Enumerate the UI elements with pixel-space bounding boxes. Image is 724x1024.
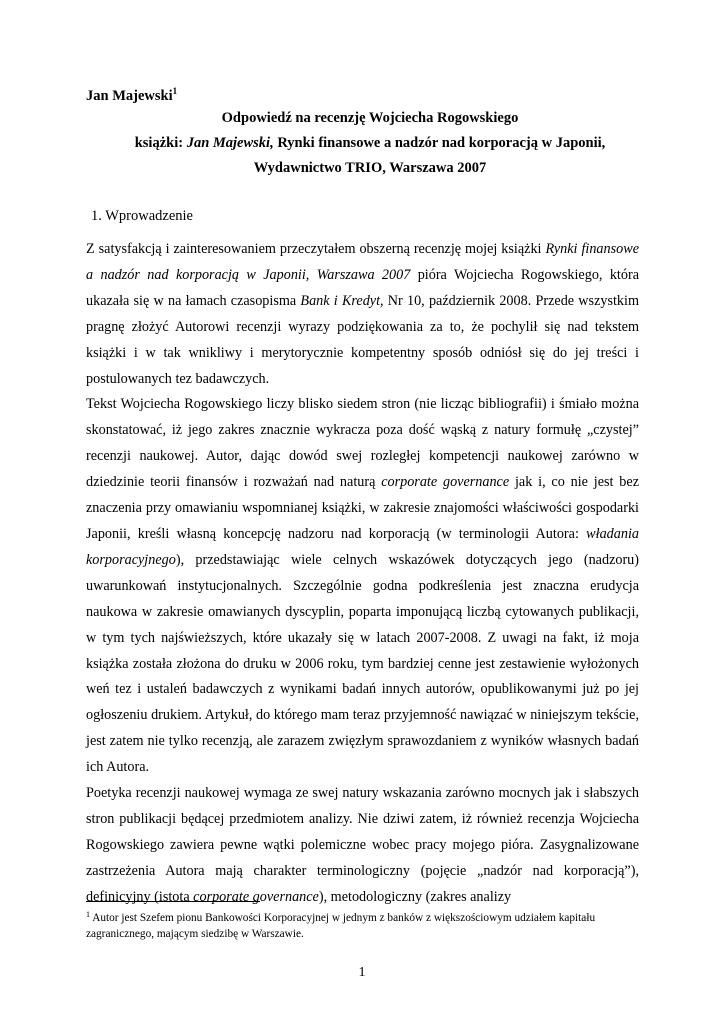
p2-term-wladanie: władania korporacyjnego: [86, 525, 639, 568]
footnote-reference: 1: [172, 86, 178, 96]
p1-text-a: Z satysfakcją i zainteresowaniem przeczytałem obszerną recenzję mojej książki: [86, 241, 546, 257]
body-text: [86, 237, 639, 911]
author-text: Jan Majewski: [86, 88, 173, 104]
paragraph-2: [86, 392, 639, 781]
title-line-3: Wydawnictwo TRIO, Warszawa 2007: [253, 160, 487, 176]
paragraph-1: [86, 237, 639, 392]
p2-term-corporate-governance: corporate governance: [381, 474, 510, 491]
p3-text-c: ), metodologiczny (zakres analizy: [318, 888, 512, 905]
paragraph-3: [86, 781, 639, 911]
footnote-separator: [86, 901, 260, 902]
title-line-1: Odpowiedź na recenzję Wojciecha Rogowskiego: [221, 110, 519, 126]
p1-text-e: Nr 10, październik 2008. Przede wszystkim pragnę złożyć Autorowi recenzji wyrazy podziękowania za to, że pochylił się nad tekstem książki i w tak wnikliwy i merytorycznie kompetentny sposób odniósł się do jej treści i postulowanych tez badawczych.: [86, 292, 639, 387]
footnote-marker: 1: [86, 910, 90, 919]
author-name: [86, 86, 177, 105]
p2-text-e: ), przedstawiając wiele celnych wskazówek dotyczących jego (nadzoru) uwarunkowań instytucjonalnych. Szczególnie godna podkreślenia jest znaczna erudycja naukowa w zakresie omawianych dyscyplin, poparta imponującą liczbą cytowanych publikacji, w tym tych najświeższych, które ukazały się w latach 2007-2008. Z uwagi na fakt, iż moja książka została złożona do druku w 2006 roku, tym bardziej cenne jest zestawienie wyłożonych weń tez i ustaleń badawczych z wynikami badań innych autorów, opublikowanymi już po jej ogłoszeniu drukiem. Artykuł, do którego mam teraz przyjemność nawiązać w niniejszym tekście, jest zatem nie tylko recenzją, ale zarazem zwięzłym sprawozdaniem z wyników własnych badań ich Autora.: [86, 551, 639, 776]
title-prefix: książki:: [134, 135, 187, 151]
p2-text-a: Tekst Wojciecha Rogowskiego liczy blisko siedem stron (nie licząc bibliografii) i śmiało można skonstatować, iż jego zakres znacznie wykracza poza dość wąską z natury formułę „czystej” recenzji naukowej. Autor, dając dowód swej rozległej kompetencji naukowej zarówno w dziedzinie teorii finansów i rozważań nad naturą: [86, 396, 639, 491]
p3-term-corporate-governance: corporate governance: [193, 888, 319, 905]
p2-text-c: jak i, co nie jest bez znaczenia przy omawianiu wspomnianej książki, w zakresie znajomości właściwości gospodarki Japonii, kreśli własną koncepcję nadzoru nad korporacją (w terminologii Autora:: [86, 474, 639, 542]
section-heading: 1. Wprowadzenie: [91, 208, 193, 224]
title-author-italic: Jan Majewski,: [186, 135, 274, 151]
footnote: [86, 907, 656, 942]
title-book-name: Rynki finansowe a nadzór nad korporacją w Japonii,: [273, 135, 606, 151]
p1-book-title: Rynki finansowe a nadzór nad korporacją w Japonii, Warszawa 2007: [86, 241, 639, 283]
page-number: 1: [358, 965, 366, 980]
p3-text-a: Poetyka recenzji naukowej wymaga ze swej natury wskazania zarówno mocnych jak i słabszych stron publikacji będącej przedmiotem analizy. Nie dziwi zatem, iż również recenzja Wojciecha Rogowskiego zawiera pewne wątki polemiczne wobec pracy mojego pióra. Zasygnalizowane zastrzeżenia Autora mają charakter terminologiczny (pojęcie „nadzór nad korporacją”), definicyjny (istota: [86, 785, 639, 905]
p1-journal-name: Bank i Kredyt,: [300, 292, 384, 309]
p1-text-c: pióra Wojciecha Rogowskiego, która ukazała się w na łamach czasopisma: [86, 266, 639, 309]
footnote-text: Autor jest Szefem pionu Bankowości Korporacyjnej w jednym z banków z większościowym udziałem kapitału zagranicznego, mającym siedzibę w Warszawie.: [86, 912, 596, 940]
title-line-2: [8, 135, 724, 152]
